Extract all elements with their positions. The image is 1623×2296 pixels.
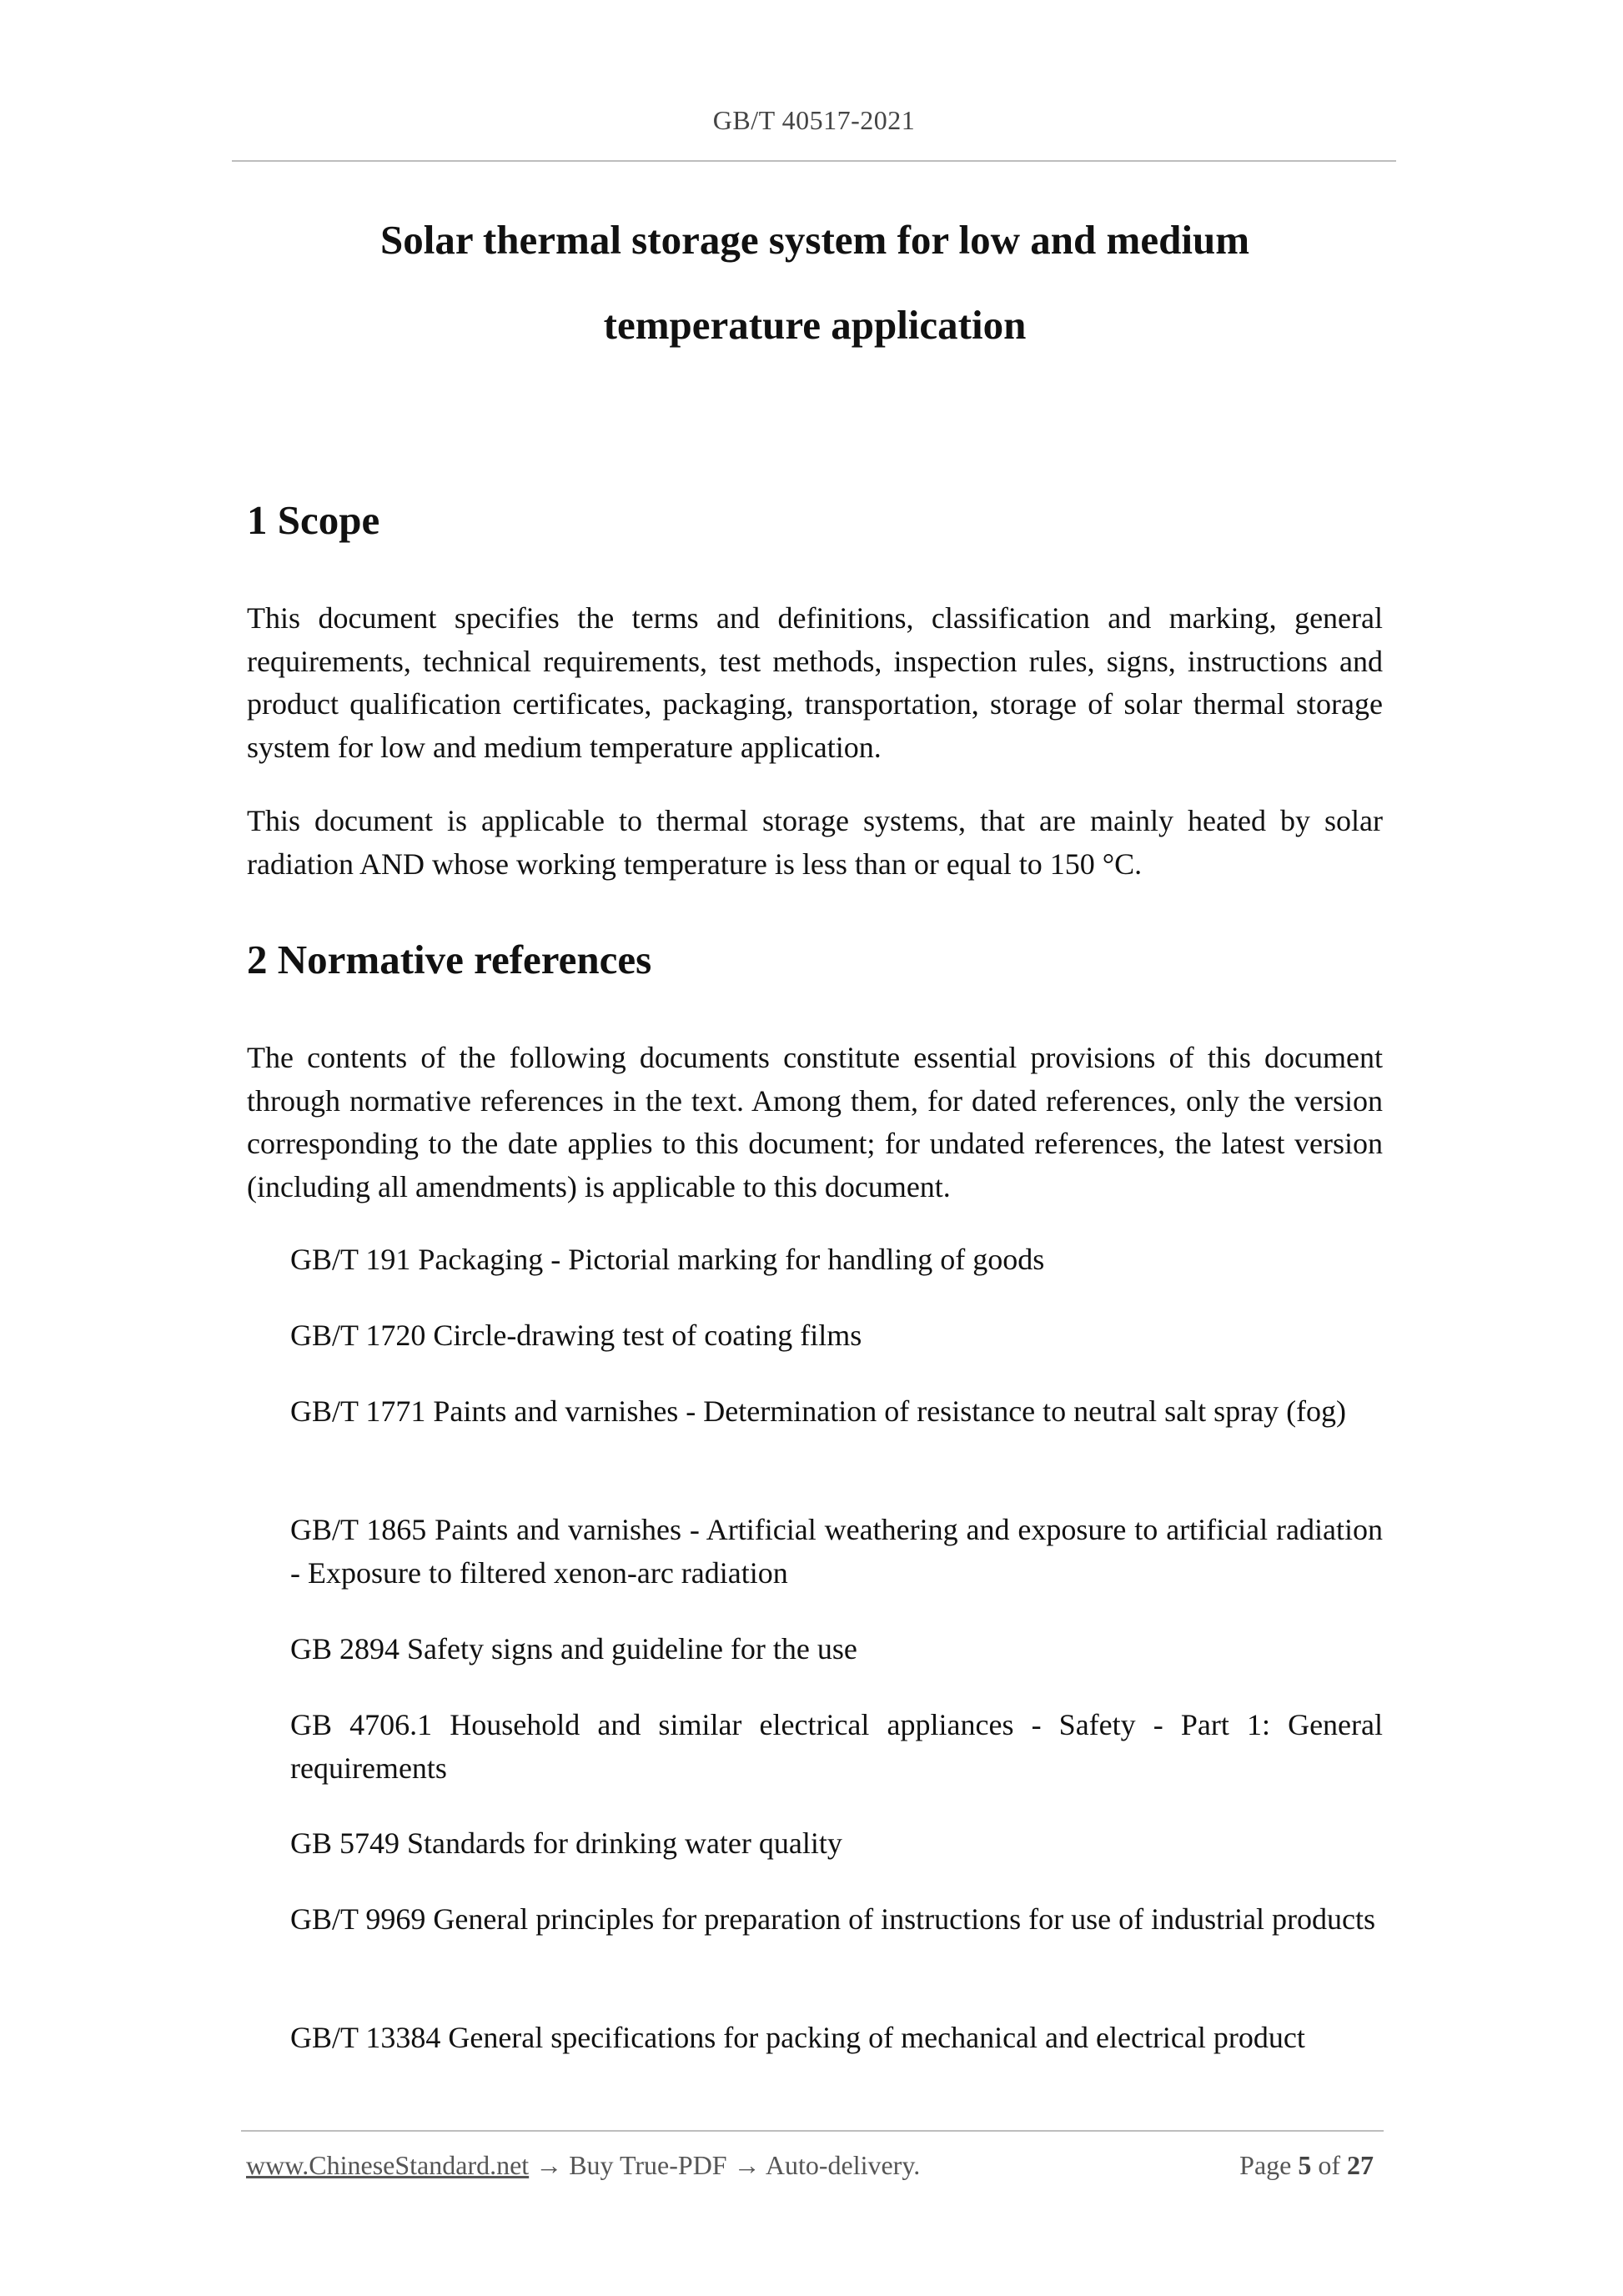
document-code: GB/T 40517-2021 <box>712 105 916 135</box>
buy-true-pdf-text: Buy True-PDF <box>569 2150 727 2180</box>
scope-paragraph-2: This document is applicable to thermal storage systems, that are mainly heated by solar radiation AND whose working temperature is less than or equal to 150 °C. <box>247 804 1383 881</box>
reference-item: GB/T 9969 General principles for preparation of instructions for use of industrial products <box>290 1902 1376 1936</box>
reference-item: GB/T 13384 General specifications for packing of mechanical and electrical product <box>290 2021 1305 2054</box>
reference-item: GB 2894 Safety signs and guideline for the use <box>290 1632 857 1665</box>
section-heading-scope: 1 Scope <box>247 497 380 543</box>
reference-item: GB/T 1865 Paints and varnishes - Artificial weathering and exposure to artificial radiation - Exposure to filtered xenon-arc radiation <box>290 1513 1383 1590</box>
arrow-right-icon: → <box>535 2150 563 2180</box>
reference-item: GB 4706.1 Household and similar electrical appliances - Safety - Part 1: General requirements <box>290 1708 1383 1785</box>
document-title-line-1: Solar thermal storage system for low and medium <box>379 217 1250 263</box>
section-heading-normative-references: 2 Normative references <box>247 937 652 982</box>
document-title-line-2: temperature application <box>603 302 1027 348</box>
page-of-label: of <box>1318 2150 1340 2180</box>
reference-item: GB/T 1720 Circle-drawing test of coating films <box>290 1319 862 1352</box>
footer-promo <box>246 2150 920 2181</box>
reference-item: GB 5749 Standards for drinking water quality <box>290 1826 842 1860</box>
page-current: 5 <box>1298 2150 1312 2180</box>
page-footer <box>241 2130 1384 2180</box>
page-header <box>232 90 1396 162</box>
arrow-right-icon: → <box>733 2150 761 2180</box>
auto-delivery-text: Auto-delivery. <box>765 2150 921 2180</box>
reference-item: GB/T 1771 Paints and varnishes - Determination of resistance to neutral salt spray (fog) <box>290 1394 1347 1428</box>
scope-paragraph-1: This document specifies the terms and definitions, classification and marking, general requirements, technical requirements, test methods, inspection rules, signs, instructions and product qualification certificates, packaging, transportation, storage of solar thermal storage system for low and medium temperature application. <box>247 601 1383 764</box>
page-number <box>1239 2150 1374 2181</box>
page-total: 27 <box>1347 2150 1374 2180</box>
page-label: Page <box>1239 2150 1292 2180</box>
reference-item: GB/T 191 Packaging - Pictorial marking for handling of goods <box>290 1243 1045 1276</box>
website-link[interactable]: www.ChineseStandard.net <box>246 2150 530 2180</box>
references-intro-paragraph: The contents of the following documents constitute essential provisions of this document through normative references in the text. Among them, for dated references, only the version corresponding to the date applies to this document; for undated references, the latest version (including all amendments) is applicable to this document. <box>247 1041 1383 1203</box>
